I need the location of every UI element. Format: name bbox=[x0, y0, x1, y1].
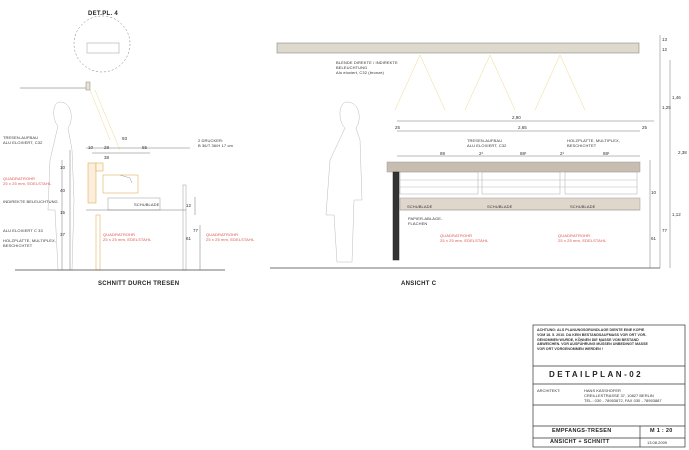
dim-2-65: 2,65 bbox=[518, 125, 527, 130]
elevation-title: ANSICHT C bbox=[401, 281, 437, 287]
dim-10: 10 bbox=[88, 145, 94, 150]
label-papier-ablage: PAPIER-ABLAGE- FLÄCHEN bbox=[408, 216, 443, 226]
label-holzplatte-right: HOLZPLATTE, MULTIPLEX, BESCHICHTET bbox=[567, 138, 620, 148]
label-schublade-1: SCHUBLADE bbox=[407, 204, 433, 209]
label-quadratrohr-2: QUADRATROHR 25 x 25 mm, EDELSTAHL bbox=[103, 232, 152, 242]
vdim-10: 10 bbox=[60, 165, 66, 170]
label-indirekte-beleuchtung: INDIREKTE BELEUCHTUNG bbox=[3, 199, 58, 204]
plan-title: DETAILPLAN-02 bbox=[549, 370, 644, 379]
vdim-10-right: 10 bbox=[651, 190, 657, 195]
planning-note: ACHTUNG: ALS PLANUNGSGRUNDLAGE DIENTE EINE KOPIE VOM 18. 5. 2010. DA KEIN BESTANDSAUFMASS VOR ORT VOR- GENOMMEN WURDE, KÖNNEN DIE MASSE VOM BESTAND ABWEICHEN. VOR AUSFÜHRUNG MÜSSEN UNBEDINGT MASSE VOR ORT VORGENOMMEN WERDEN ! bbox=[537, 328, 648, 352]
dim-25-right: 25 bbox=[642, 125, 648, 130]
detail-plan-label: DET.PL. 4 bbox=[88, 11, 119, 17]
dim-88b: 88¹ bbox=[603, 151, 610, 156]
detail-circle bbox=[74, 16, 130, 72]
vdim-61-right: 61 bbox=[651, 236, 657, 241]
dim-25-left: 25 bbox=[395, 125, 401, 130]
vdim-1-25: 1,25 bbox=[662, 105, 671, 110]
vdim-12-top: 12 bbox=[662, 47, 668, 52]
label-tresen-aufbau-right: TRESEN-AUFBAU ALU ELOXIERT, C32 bbox=[467, 138, 507, 148]
dim-55: 55 bbox=[142, 145, 148, 150]
dim-2b: 2¹ bbox=[560, 151, 565, 156]
vdim-15: 15 bbox=[60, 210, 66, 215]
vdim-12: 12 bbox=[186, 203, 192, 208]
vdim-13: 13 bbox=[662, 37, 668, 42]
architect-info: HANS KÄSSHOFER CREILLESTRASSE 37, 10827 BERLIN TEL.: 030 - 78953872, FAX 030 - 78953887 bbox=[584, 388, 662, 403]
vdim-37: 37 bbox=[60, 232, 66, 237]
label-quadratrohr-right-1: QUADRATROHR 25 x 25 mm, EDELSTAHL bbox=[440, 233, 489, 243]
label-drucker: 2 DRUCKER: B 36/T 36/H 17 cm bbox=[198, 138, 233, 148]
label-schublade-3: SCHUBLADE bbox=[570, 204, 596, 209]
vdim-77-right: 77 bbox=[662, 228, 668, 233]
label-alu-c33: ALU ELOXIERT C 33 bbox=[3, 228, 43, 233]
label-schublade-section: SCHUBLADE bbox=[134, 202, 160, 207]
vdim-1-46: 1,46 bbox=[672, 95, 681, 100]
vdim-1-12: 1,12 bbox=[672, 212, 681, 217]
label-blende: BLENDE DIREKTE / INDIREKTE BELEUCHTUNG Alu eloxiert, C32 (bronze) bbox=[336, 60, 398, 75]
label-quadratrohr-1: QUADRATROHR 25 x 25 mm, EDELSTAHL bbox=[3, 176, 52, 186]
architect-label: ARCHITEKT: bbox=[537, 388, 561, 393]
vdim-40: 40 bbox=[60, 188, 66, 193]
drawing-subject: ANSICHT + SCHNITT bbox=[550, 439, 610, 445]
dim-2-90: 2,90 bbox=[512, 115, 521, 120]
label-tresen-aufbau: TRESEN-AUFBAU ALU ELOXIERT, C32 bbox=[3, 135, 43, 145]
dim-38: 38 bbox=[104, 155, 110, 160]
label-holzplatte: HOLZPLATTE, MULTIPLEX, BESCHICHTET bbox=[3, 238, 56, 248]
section-title: SCHNITT DURCH TRESEN bbox=[98, 281, 180, 287]
vdim-2-38: 2,38 bbox=[678, 150, 687, 155]
label-quadratrohr-right-2: QUADRATROHR 25 x 25 mm, EDELSTAHL bbox=[558, 233, 607, 243]
label-quadratrohr-3: QUADRATROHR 25 x 25 mm, EDELSTAHL bbox=[206, 232, 255, 242]
project-name: EMPFANGS-TRESEN bbox=[552, 428, 612, 434]
label-schublade-2: SCHUBLADE bbox=[487, 204, 513, 209]
dim-88a: 88¹ bbox=[520, 151, 527, 156]
dim-89: 89 bbox=[440, 151, 446, 156]
drawing-date: 13.08.2009 bbox=[647, 440, 668, 445]
drawing-scale: M 1 : 20 bbox=[650, 428, 673, 434]
vdim-61: 61 bbox=[186, 236, 192, 241]
dim-2a: 2¹ bbox=[479, 151, 484, 156]
vdim-77: 77 bbox=[193, 228, 199, 233]
dim-28: 28 bbox=[104, 145, 110, 150]
dim-93: 93 bbox=[122, 136, 128, 141]
